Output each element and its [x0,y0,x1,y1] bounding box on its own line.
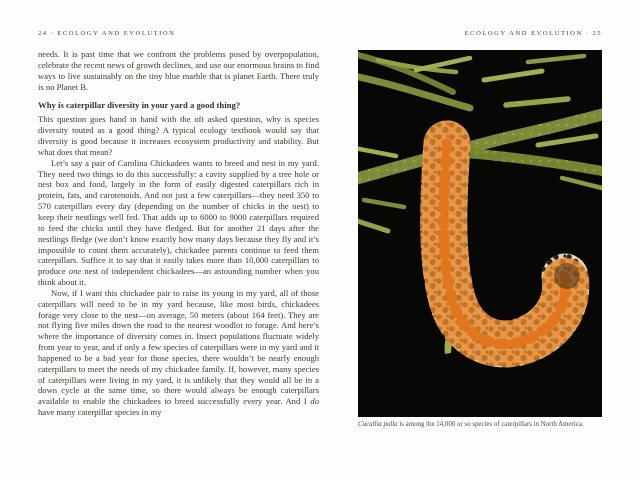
right-header-title: ECOLOGY AND EVOLUTION [464,30,583,37]
paragraph: Let’s say a pair of Carolina Chickadees wants to breed and nest in my yard. They need two things to do this successfully: a cavity supplied by a tree hole or nest box and food, largely in the form of easily digested caterpillars rich in protein, fats, and carotenoids. And not just a few caterpillars—they need 350 to 570 caterpillars every day (depending on the number of chicks in the nest) to keep their nestlings well fed. That adds up to 6000 to 9000 caterpillars required to feed the chicks until they have fledged. But for another 21 days after the nestlings fledge (we don’t know exactly how many days because they fly and it’s impossible to count them accurately), chickadee parents continue to feed them caterpillars. Suffice it to say that it easily takes more than 10,000 caterpillars to produce one nest of independent chickadees—an astounding number when you think about it. [38,157,320,288]
left-page-text [38,49,319,418]
left-page-number: 24 [38,30,48,37]
caption-species-name: Cucullia pulla [358,421,398,428]
right-running-head [465,30,602,37]
left-running-head [38,30,175,37]
caption-text: is among the 14,000 or so species of caterpillars in North America. [397,421,584,428]
photo-caption [358,421,608,430]
paragraph: needs. It is past time that we confront the problems posed by overpopulation, celebrate the recent news of growth declines, and use our enormous brains to find ways to live sustainably on the tiny blue marble that is planet Earth. There truly is no Planet B. [38,49,319,92]
caterpillar-head [554,263,580,289]
right-page-number: 25 [592,30,602,37]
right-header-separator: · [585,30,590,37]
paragraph: This question goes hand in hand with the oft asked question, why is species diversity touted as a good thing? A typical ecology textbook would say that diversity is good because it increases ecosystem productivity and stability. But what does that mean? [38,114,319,157]
left-header-title: ECOLOGY AND EVOLUTION [57,30,176,37]
caterpillar-photo [358,50,602,417]
left-header-separator: · [50,30,55,37]
caterpillar-photo-art [358,50,602,417]
subhead: Why is caterpillar diversity in your yard a good thing? [38,100,241,111]
paragraph: Now, if I want this chickadee pair to raise its young in my yard, all of those caterpillars will need to be in my yard because, like most birds, chickadees forage very close to the nest—on average, 50 meters (about 164 feet). They are not flying five miles down the road to the nearest woodlot to forage. And here’s where the importance of diversity comes in. Insect populations fluctuate widely from year to year, and if only a few species of caterpillars were in my yard and it happened to be a bad year for those species, there wouldn’t be nearly enough caterpillars to meet the needs of my chickadee family. If, however, many species of caterpillars were living in my yard, it is unlikely that they would all be in a down cycle at the same time, so there would always be enough caterpillars available to enable the chickadees to breed successfully every year. And I do have many caterpillar species in my [38,287,319,418]
